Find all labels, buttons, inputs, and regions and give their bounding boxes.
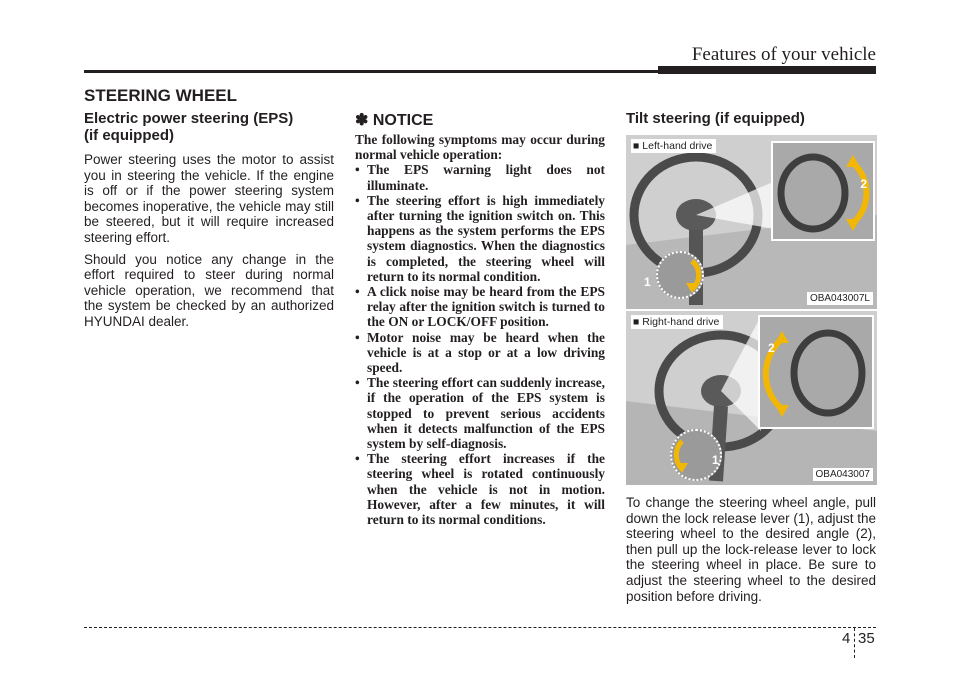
footer-rule (84, 627, 876, 628)
tilt-column (626, 110, 876, 610)
page-number-separator (854, 628, 855, 658)
callout-2: 2 (860, 177, 867, 191)
figure-label: ■ Right-hand drive (631, 315, 723, 329)
notice-intro: The following symptoms may occur during normal vehicle operation: (355, 132, 605, 163)
figure-label: ■ Left-hand drive (631, 139, 716, 153)
chapter-number: 4 (842, 630, 851, 647)
notice-item: • The steering effort can suddenly increase, if the operation of the EPS system is stopped to prevent serious accidents when it detects malfunction of the EPS system by self-diagnosis. (355, 375, 605, 451)
eps-column (84, 110, 334, 336)
eps-heading (84, 110, 334, 144)
figure-left-hand-drive (626, 135, 877, 309)
eps-heading-line2: (if equipped) (84, 127, 174, 144)
lever-arrow-icon (658, 253, 702, 297)
wheel-tilt-detail (773, 143, 873, 239)
eps-paragraph-2: Should you notice any change in the effort required to steer during normal vehicle operation, we recommend that the system be checked by an authorized HYUNDAI dealer. (84, 251, 334, 329)
running-header: Features of your vehicle (691, 44, 876, 65)
eps-paragraph-1: Power steering uses the motor to assist you in steering the vehicle. If the engine is off or if the power steering system becomes inoperative, the vehicle may still be steered, but it will require increased steering effort. (84, 152, 334, 245)
notice-column (355, 110, 605, 527)
zoom-inset-wheel (758, 315, 874, 429)
notice-item: • Motor noise may be heard when the vehicle is at a stop or at a low driving speed. (355, 330, 605, 376)
callout-2: 2 (768, 341, 775, 355)
notice-title: ✽ NOTICE (355, 112, 434, 129)
tilt-paragraph: To change the steering wheel angle, pull down the lock release lever (1), adjust the steering wheel to the desired angle (2), then pull up the lock-release lever to lock the steering wheel in place. Be sure to adjust the steering wheel to the desired position before driving. (626, 495, 876, 604)
wheel-tilt-detail (760, 317, 872, 427)
section-title: STEERING WHEEL (84, 86, 238, 105)
page-number: 35 (858, 630, 875, 647)
callout-1: 1 (644, 275, 651, 289)
callout-1: 1 (712, 453, 719, 467)
figure-code: OBA043007L (807, 292, 873, 305)
notice-item: • The EPS warning light does not illuminate. (355, 162, 605, 192)
tilt-heading: Tilt steering (if equipped) (626, 110, 805, 127)
zoom-inset-wheel (771, 141, 875, 241)
header-bar (658, 66, 876, 74)
notice-item: • The steering effort is high immediately after turning the ignition switch on. This happens as the system performs the EPS system diagnostics. When the diagnostics is completed, the steering wheel will return to its normal condition. (355, 193, 605, 284)
lever-circle (656, 251, 704, 299)
notice-list (355, 162, 605, 527)
eps-heading-line1: Electric power steering (EPS) (84, 110, 294, 127)
notice-item: • The steering effort increases if the steering wheel is rotated continuously when the vehicle is not in motion. However, after a few minutes, it will return to its normal conditions. (355, 451, 605, 527)
figure-code: OBA043007 (813, 468, 874, 481)
figure-right-hand-drive (626, 311, 877, 485)
notice-item: • A click noise may be heard from the EPS relay after the ignition switch is turned to the ON or LOCK/OFF position. (355, 284, 605, 330)
